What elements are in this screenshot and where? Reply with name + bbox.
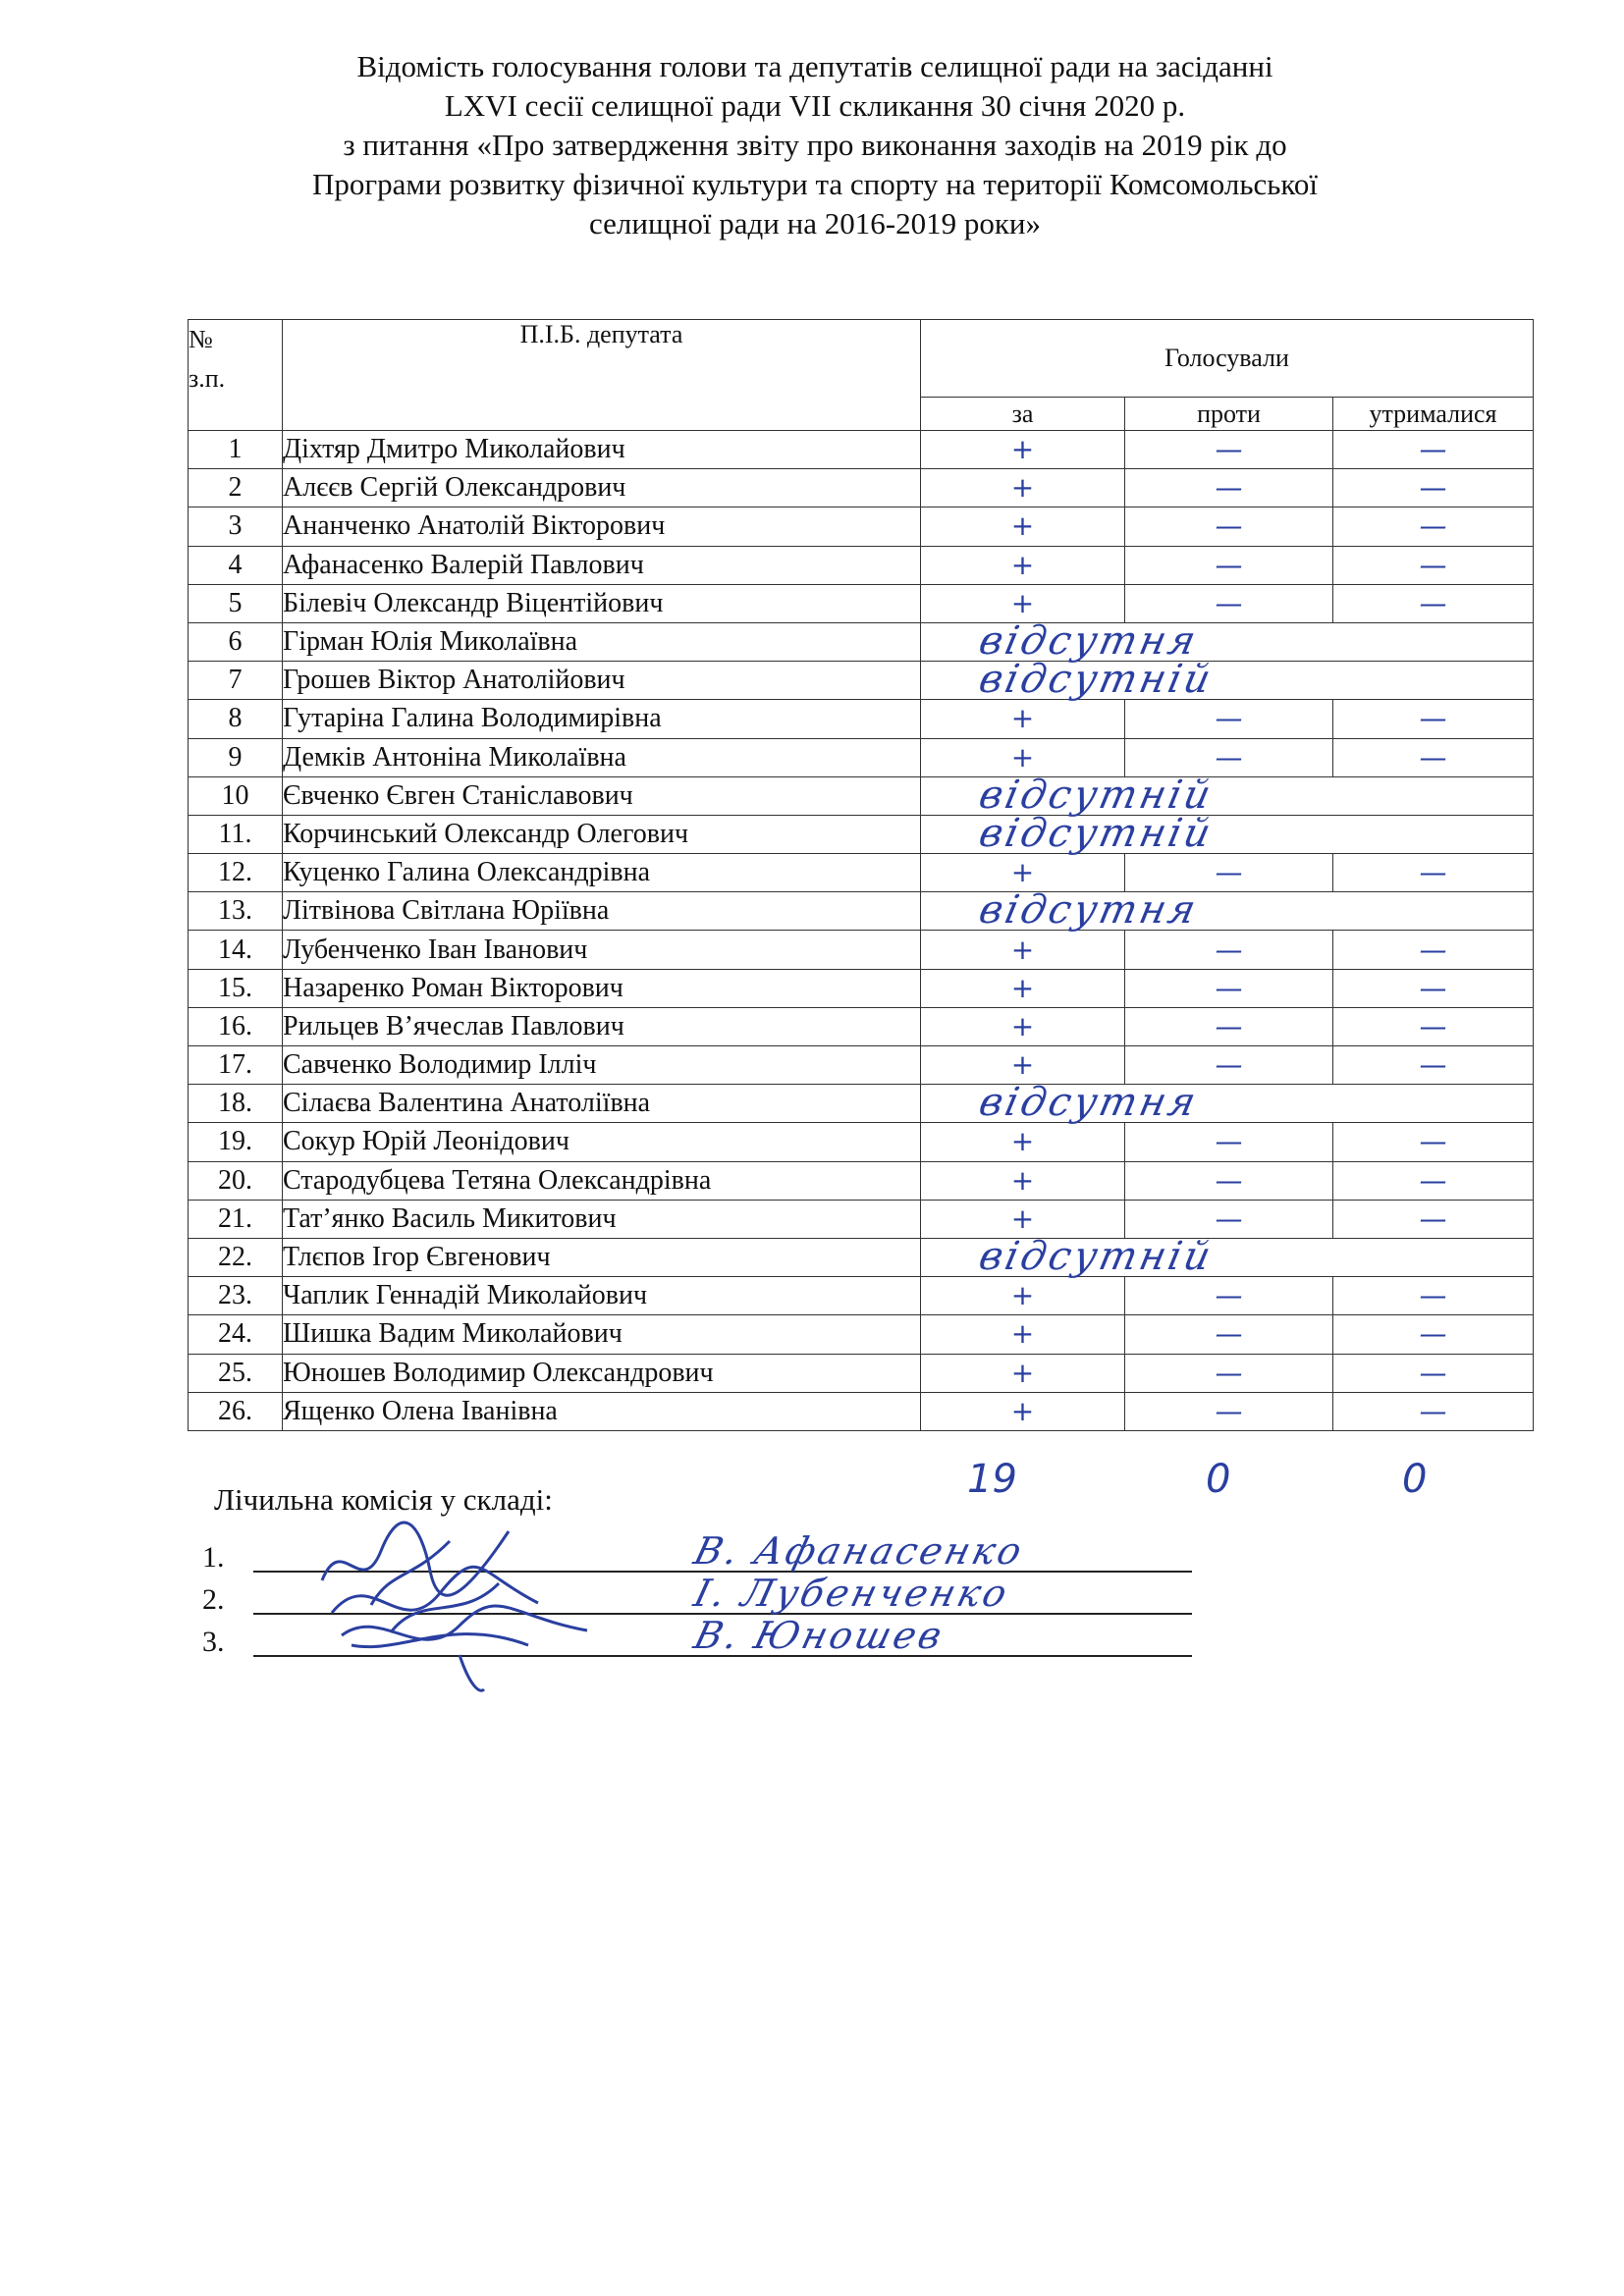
absent-text: відсутній <box>975 810 1218 856</box>
row-number: 3 <box>189 507 283 546</box>
vote-abstained-mark: — <box>1333 1007 1534 1045</box>
vote-against-mark: — <box>1125 1123 1333 1161</box>
row-number: 19. <box>189 1123 283 1161</box>
vote-against-mark: — <box>1125 546 1333 584</box>
absent-text: відсутня <box>975 1080 1203 1126</box>
vote-abstained-mark: — <box>1333 969 1534 1007</box>
row-number: 21. <box>189 1200 283 1238</box>
vote-for-mark: + <box>921 431 1125 469</box>
vote-against-mark: — <box>1125 507 1333 546</box>
vote-abstained-mark: — <box>1333 1354 1534 1392</box>
deputy-name: Корчинський Олександр Олегович <box>283 815 921 853</box>
table-row <box>189 1200 1534 1238</box>
deputy-name: Чаплик Геннадій Миколайович <box>283 1277 921 1315</box>
vote-against-mark: — <box>1125 700 1333 738</box>
absent-mark <box>921 657 1534 703</box>
signature-number: 3. <box>202 1626 225 1658</box>
table-row <box>189 1123 1534 1161</box>
vote-for-mark: + <box>921 507 1125 546</box>
table-row <box>189 1161 1534 1200</box>
vote-abstained-mark: — <box>1333 469 1534 507</box>
vote-abstained-mark: — <box>1333 854 1534 892</box>
vote-abstained-mark: — <box>1333 1046 1534 1085</box>
signature-name: В. Юношев <box>689 1614 949 1657</box>
vote-against-mark: — <box>1125 1277 1333 1315</box>
vote-for-mark: + <box>921 738 1125 776</box>
deputy-name: Куценко Галина Олександрівна <box>283 854 921 892</box>
vote-abstained-mark: — <box>1333 700 1534 738</box>
row-number: 2 <box>189 469 283 507</box>
vote-abstained-mark: — <box>1333 431 1534 469</box>
row-number: 8 <box>189 700 283 738</box>
vote-against-mark: — <box>1125 854 1333 892</box>
row-number: 24. <box>189 1315 283 1354</box>
deputy-name: Тат’янко Василь Микитович <box>283 1200 921 1238</box>
row-number: 13. <box>189 892 283 931</box>
total-abstained: 0 <box>1402 1457 1428 1502</box>
absent-text: відсутній <box>975 657 1218 703</box>
vote-for-mark: + <box>921 854 1125 892</box>
absent-mark <box>921 887 1534 934</box>
vote-against-mark: — <box>1125 1161 1333 1200</box>
total-against: 0 <box>1206 1457 1231 1502</box>
document-title <box>177 47 1453 243</box>
table-row <box>189 584 1534 622</box>
table-row <box>189 1277 1534 1315</box>
row-number: 1 <box>189 431 283 469</box>
row-number: 9 <box>189 738 283 776</box>
header-for: за <box>921 398 1125 431</box>
table-row <box>189 431 1534 469</box>
table-row <box>189 1085 1534 1123</box>
deputy-name: Афанасенко Валерій Павлович <box>283 546 921 584</box>
vote-against-mark: — <box>1125 969 1333 1007</box>
table-row <box>189 931 1534 969</box>
absent-text: відсутній <box>975 772 1218 818</box>
absent-mark <box>921 810 1534 856</box>
absent-text: відсутня <box>975 887 1203 934</box>
vote-for-mark: + <box>921 931 1125 969</box>
row-number: 17. <box>189 1046 283 1085</box>
vote-abstained-mark: — <box>1333 507 1534 546</box>
header-number-sign: № <box>189 325 213 353</box>
vote-for-mark: + <box>921 1200 1125 1238</box>
row-number: 10 <box>189 776 283 815</box>
vote-abstained-mark: — <box>1333 584 1534 622</box>
absent-mark <box>921 772 1534 818</box>
vote-for-mark: + <box>921 969 1125 1007</box>
vote-against-mark: — <box>1125 1046 1333 1085</box>
table-row <box>189 1315 1534 1354</box>
row-number: 5 <box>189 584 283 622</box>
title-line: з питання «Про затвердження звіту про виконання заходів на 2019 рік до <box>343 128 1287 162</box>
vote-against-mark: — <box>1125 1007 1333 1045</box>
deputy-name: Демків Антоніна Миколаївна <box>283 738 921 776</box>
table-row <box>189 1238 1534 1276</box>
deputy-name: Діхтяр Дмитро Миколайович <box>283 431 921 469</box>
signature-number: 2. <box>202 1583 225 1616</box>
voting-table <box>188 319 1534 1431</box>
vote-against-mark: — <box>1125 1200 1333 1238</box>
deputy-name: Назаренко Роман Вікторович <box>283 969 921 1007</box>
absent-mark <box>921 1233 1534 1279</box>
deputy-name: Сокур Юрій Леонідович <box>283 1123 921 1161</box>
signature-name: І. Лубенченко <box>689 1572 1014 1615</box>
deputy-name: Стародубцева Тетяна Олександрівна <box>283 1161 921 1200</box>
vote-against-mark: — <box>1125 931 1333 969</box>
deputy-name: Шишка Вадим Миколайович <box>283 1315 921 1354</box>
vote-abstained-mark: — <box>1333 1277 1534 1315</box>
deputy-name: Лубенченко Іван Іванович <box>283 931 921 969</box>
deputy-name: Ященко Олена Іванівна <box>283 1392 921 1430</box>
vote-abstained-mark: — <box>1333 1161 1534 1200</box>
vote-for-mark: + <box>921 1315 1125 1354</box>
vote-for-mark: + <box>921 546 1125 584</box>
vote-abstained-mark: — <box>1333 738 1534 776</box>
table-row <box>189 469 1534 507</box>
row-number: 12. <box>189 854 283 892</box>
title-line: Відомість голосування голови та депутатів селищної ради на засіданні <box>356 49 1273 83</box>
deputy-name: Тлєпов Ігор Євгенович <box>283 1238 921 1276</box>
vote-for-mark: + <box>921 1392 1125 1430</box>
table-row <box>189 892 1534 931</box>
row-number: 4 <box>189 546 283 584</box>
table-row <box>189 546 1534 584</box>
table-row <box>189 700 1534 738</box>
table-row <box>189 507 1534 546</box>
deputy-name: Алєєв Сергій Олександрович <box>283 469 921 507</box>
row-number: 23. <box>189 1277 283 1315</box>
row-number: 15. <box>189 969 283 1007</box>
signature-number: 1. <box>202 1541 225 1574</box>
row-number: 11. <box>189 815 283 853</box>
vote-for-mark: + <box>921 584 1125 622</box>
row-number: 6 <box>189 622 283 661</box>
vote-for-mark: + <box>921 1007 1125 1045</box>
table-row <box>189 738 1534 776</box>
deputy-name: Юношев Володимир Олександрович <box>283 1354 921 1392</box>
vote-abstained-mark: — <box>1333 1123 1534 1161</box>
vote-against-mark: — <box>1125 1392 1333 1430</box>
vote-abstained-mark: — <box>1333 1200 1534 1238</box>
row-number: 7 <box>189 662 283 700</box>
commission-title: Лічильна комісія у складі: <box>214 1482 553 1517</box>
table-row <box>189 662 1534 700</box>
header-name: П.І.Б. депутата <box>283 320 921 431</box>
vote-against-mark: — <box>1125 1354 1333 1392</box>
row-number: 16. <box>189 1007 283 1045</box>
deputy-name: Сілаєва Валентина Анатоліївна <box>283 1085 921 1123</box>
absent-text: відсутня <box>975 617 1203 664</box>
vote-abstained-mark: — <box>1333 1315 1534 1354</box>
vote-for-mark: + <box>921 469 1125 507</box>
vote-against-mark: — <box>1125 469 1333 507</box>
table-row <box>189 1392 1534 1430</box>
deputy-name: Грошев Віктор Анатолійович <box>283 662 921 700</box>
table-row <box>189 969 1534 1007</box>
vote-against-mark: — <box>1125 738 1333 776</box>
vote-abstained-mark: — <box>1333 931 1534 969</box>
vote-against-mark: — <box>1125 1315 1333 1354</box>
vote-for-mark: + <box>921 700 1125 738</box>
header-number-sub: з.п. <box>189 364 226 393</box>
header-number <box>189 320 283 431</box>
table-row <box>189 1354 1534 1392</box>
header-voted: Голосували <box>921 320 1534 398</box>
total-for: 19 <box>967 1457 1017 1502</box>
vote-for-mark: + <box>921 1123 1125 1161</box>
row-number: 25. <box>189 1354 283 1392</box>
row-number: 18. <box>189 1085 283 1123</box>
title-line: селищної ради на 2016-2019 роки» <box>589 206 1041 240</box>
signature-scribble-icon <box>312 1586 607 1694</box>
vote-against-mark: — <box>1125 431 1333 469</box>
table-row <box>189 815 1534 853</box>
vote-for-mark: + <box>921 1161 1125 1200</box>
deputy-name: Літвінова Світлана Юріївна <box>283 892 921 931</box>
vote-abstained-mark: — <box>1333 1392 1534 1430</box>
absent-text: відсутній <box>975 1233 1218 1279</box>
table-row <box>189 1046 1534 1085</box>
row-number: 20. <box>189 1161 283 1200</box>
row-number: 14. <box>189 931 283 969</box>
vote-for-mark: + <box>921 1277 1125 1315</box>
table-row <box>189 1007 1534 1045</box>
header-abstained: утрималися <box>1333 398 1534 431</box>
absent-mark <box>921 617 1534 664</box>
deputy-name: Євченко Євген Станіславович <box>283 776 921 815</box>
vote-for-mark: + <box>921 1046 1125 1085</box>
row-number: 26. <box>189 1392 283 1430</box>
title-line: Програми розвитку фізичної культури та спорту на території Комсомольської <box>312 167 1318 201</box>
deputy-name: Савченко Володимир Ілліч <box>283 1046 921 1085</box>
signature-name: В. Афанасенко <box>689 1529 1029 1573</box>
table-body <box>189 431 1534 1431</box>
row-number: 22. <box>189 1238 283 1276</box>
vote-abstained-mark: — <box>1333 546 1534 584</box>
deputy-name: Рильцев В’ячеслав Павлович <box>283 1007 921 1045</box>
title-line: LXVI сесії селищної ради VII скликання 30 січня 2020 р. <box>444 88 1186 123</box>
vote-for-mark: + <box>921 1354 1125 1392</box>
header-against: проти <box>1125 398 1333 431</box>
deputy-name: Гірман Юлія Миколаївна <box>283 622 921 661</box>
deputy-name: Гутаріна Галина Володимирівна <box>283 700 921 738</box>
signature-line <box>202 1614 1192 1658</box>
deputy-name: Ананченко Анатолій Вікторович <box>283 507 921 546</box>
table-row <box>189 776 1534 815</box>
absent-mark <box>921 1080 1534 1126</box>
table-row <box>189 622 1534 661</box>
vote-against-mark: — <box>1125 584 1333 622</box>
deputy-name: Білевіч Олександр Віцентійович <box>283 584 921 622</box>
table-row <box>189 854 1534 892</box>
